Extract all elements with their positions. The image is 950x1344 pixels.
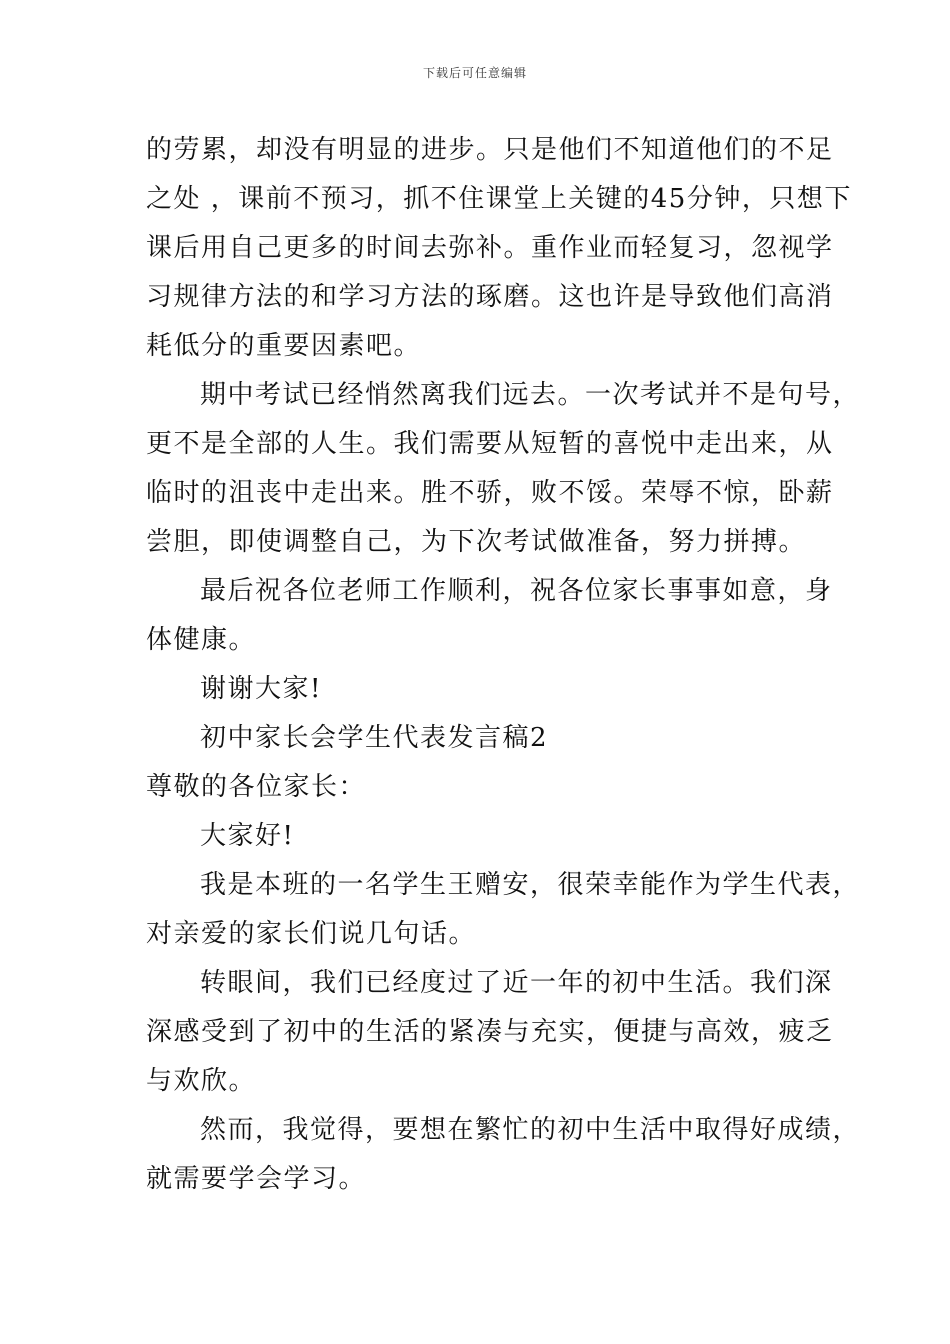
text-line: 深感受到了初中的生活的紧凑与充实，便捷与高效，疲乏 (146, 1017, 834, 1047)
text-line: 习规律方法的和学习方法的琢磨。这也许是导致他们高消 (146, 282, 834, 312)
text-line: 更不是全部的人生。我们需要从短暂的喜悦中走出来，从 (146, 429, 834, 459)
text-line: 谢谢大家! (200, 674, 322, 704)
text-line: 课后用自己更多的时间去弥补。重作业而轻复习，忽视学 (146, 233, 834, 263)
text-line: 与欢欣。 (146, 1066, 257, 1096)
text-line: 尊敬的各位家长： (146, 772, 367, 802)
text-line: 期中考试已经悄然离我们远去。一次考试并不是句号， (200, 380, 861, 410)
text-line: 初中家长会学生代表发言稿2 (200, 723, 549, 753)
document-body (146, 126, 861, 1204)
text-line: 临时的沮丧中走出来。胜不骄，败不馁。荣辱不惊，卧薪 (146, 478, 834, 508)
text-line: 就需要学会学习。 (146, 1164, 367, 1194)
text-line: 大家好! (200, 821, 295, 851)
text-line: 的劳累，却没有明显的进步。只是他们不知道他们的不足 (146, 135, 834, 165)
text-line: 最后祝各位老师工作顺利，祝各位家长事事如意，身 (200, 576, 833, 606)
text-line: 体健康。 (146, 625, 257, 655)
text-line: 之处 ，课前不预习，抓不住课堂上关键的45分钟，只想下 (146, 184, 852, 214)
text-line: 转眼间，我们已经度过了近一年的初中生活。我们深 (200, 968, 833, 998)
page-header-note: 下载后可任意编辑 (422, 66, 527, 80)
text-line: 我是本班的一名学生王赠安，很荣幸能作为学生代表， (200, 870, 861, 900)
text-line: 对亲爱的家长们说几句话。 (146, 919, 477, 949)
text-line: 尝胆，即使调整自己，为下次考试做准备，努力拼搏。 (146, 527, 807, 557)
text-line: 耗低分的重要因素吧。 (146, 331, 422, 361)
text-line: 然而，我觉得，要想在繁忙的初中生活中取得好成绩， (200, 1115, 861, 1145)
